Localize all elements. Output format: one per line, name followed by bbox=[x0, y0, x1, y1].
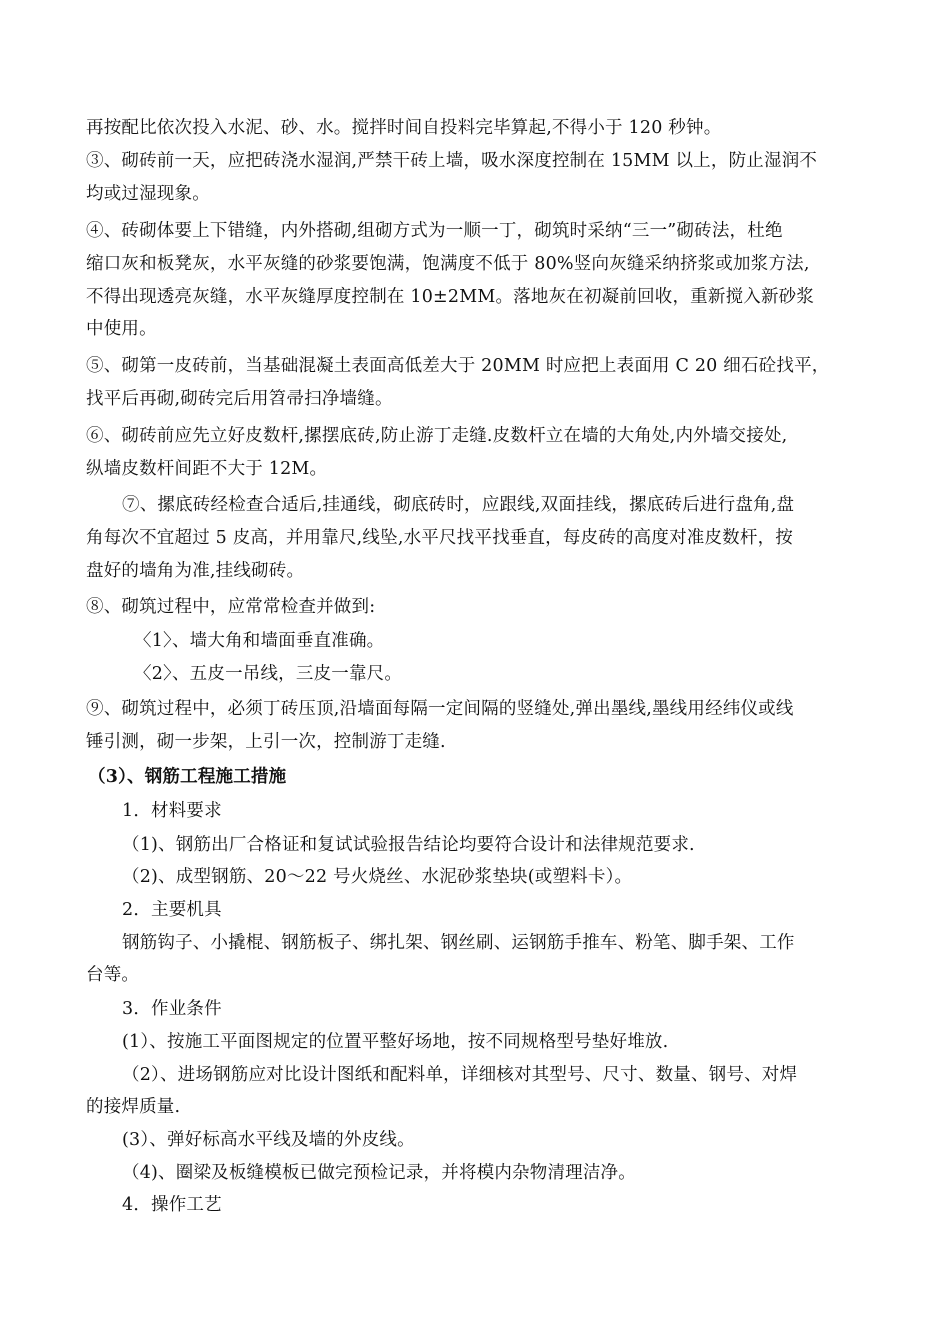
text-line: 找平后再砌,砌砖完后用笤帚扫净墙缝。 bbox=[86, 389, 393, 409]
text-line: ③、砌砖前一天，应把砖浇水湿润,严禁干砖上墙，吸水深度控制在 15MM 以上，防止湿润不 bbox=[86, 151, 818, 171]
section-heading: （3）、钢筋工程施工措施 bbox=[88, 767, 287, 787]
text-line: (3）、弹好标高水平线及墙的外皮线。 bbox=[122, 1130, 415, 1150]
text-line: 再按配比依次投入水泥、砂、水。搅拌时间自投料完毕算起,不得小于 120 秒钟。 bbox=[86, 118, 722, 138]
text-line: 缩口灰和板凳灰，水平灰缝的砂浆要饱满，饱满度不低于 80%竖向灰缝采纳挤浆或加浆方法, bbox=[86, 254, 810, 274]
text-line: （4)、圈梁及板缝模板已做完预检记录，并将模内杂物清理洁净。 bbox=[122, 1163, 636, 1183]
text-line: 盘好的墙角为准,挂线砌砖。 bbox=[86, 561, 305, 581]
text-line: 均或过湿现象。 bbox=[86, 184, 210, 204]
text-line: 锤引测，砌一步架，上引一次，控制游丁走缝. bbox=[86, 732, 446, 752]
text-line: 角每次不宜超过 5 皮高，并用靠尺,线坠,水平尺找平找垂直，每皮砖的高度对准皮数杆，按 bbox=[86, 528, 793, 548]
text-line: ⑥、砌砖前应先立好皮数杆,摞摆底砖,防止游丁走缝.皮数杆立在墙的大角处,内外墙交接处, bbox=[86, 426, 788, 446]
text-line: 的接焊质量. bbox=[86, 1097, 181, 1117]
text-line: 不得出现透亮灰缝，水平灰缝厚度控制在 10±2MM。落地灰在初凝前回收，重新搅入新砂浆 bbox=[86, 287, 815, 307]
text-line: 中使用。 bbox=[86, 319, 157, 339]
text-line: （2）、进场钢筋应对比设计图纸和配料单，详细核对其型号、尺寸、数量、钢号、对焊 bbox=[122, 1065, 798, 1085]
subheading: 4．操作工艺 bbox=[122, 1195, 222, 1215]
text-line: ⑧、砌筑过程中，应常常检查并做到: bbox=[86, 597, 376, 617]
text-line: ⑨、砌筑过程中，必须丁砖压顶,沿墙面每隔一定间隔的竖缝处,弹出墨线,墨线用经纬仪或线 bbox=[86, 699, 794, 719]
text-line: （2)、成型钢筋、20～22 号火烧丝、水泥砂浆垫块(或塑料卡）。 bbox=[122, 867, 633, 887]
text-line: 纵墙皮数杆间距不大于 12M。 bbox=[86, 459, 328, 479]
subheading: 3．作业条件 bbox=[122, 999, 222, 1019]
subheading: 1．材料要求 bbox=[122, 801, 222, 821]
text-line: ⑦、摞底砖经检查合适后,挂通线，砌底砖时，应跟线,双面挂线，摞底砖后进行盘角,盘 bbox=[122, 495, 795, 515]
text-line: 〈1〉、墙大角和墙面垂直准确。 bbox=[134, 631, 385, 651]
text-line: 台等。 bbox=[86, 965, 140, 985]
subheading: 2．主要机具 bbox=[122, 900, 222, 920]
text-line: （1)、钢筋出厂合格证和复试试验报告结论均要符合设计和法律规范要求. bbox=[122, 835, 695, 855]
text-line: ⑤、砌第一皮砖前，当基础混凝土表面高低差大于 20MM 时应把上表面用 C 20 细石砼找平， bbox=[86, 356, 830, 376]
text-line: (1）、按施工平面图规定的位置平整好场地，按不同规格型号垫好堆放. bbox=[122, 1032, 669, 1052]
text-line: 钢筋钩子、小撬棍、钢筋板子、绑扎架、钢丝刷、运钢筋手推车、粉笔、脚手架、工作 bbox=[122, 933, 795, 953]
text-line: ④、砖砌体要上下错缝，内外搭砌,组砌方式为一顺一丁，砌筑时采纳“三一”砌砖法，杜绝 bbox=[86, 221, 783, 241]
text-line: 〈2〉、五皮一吊线，三皮一靠尺。 bbox=[134, 664, 403, 684]
